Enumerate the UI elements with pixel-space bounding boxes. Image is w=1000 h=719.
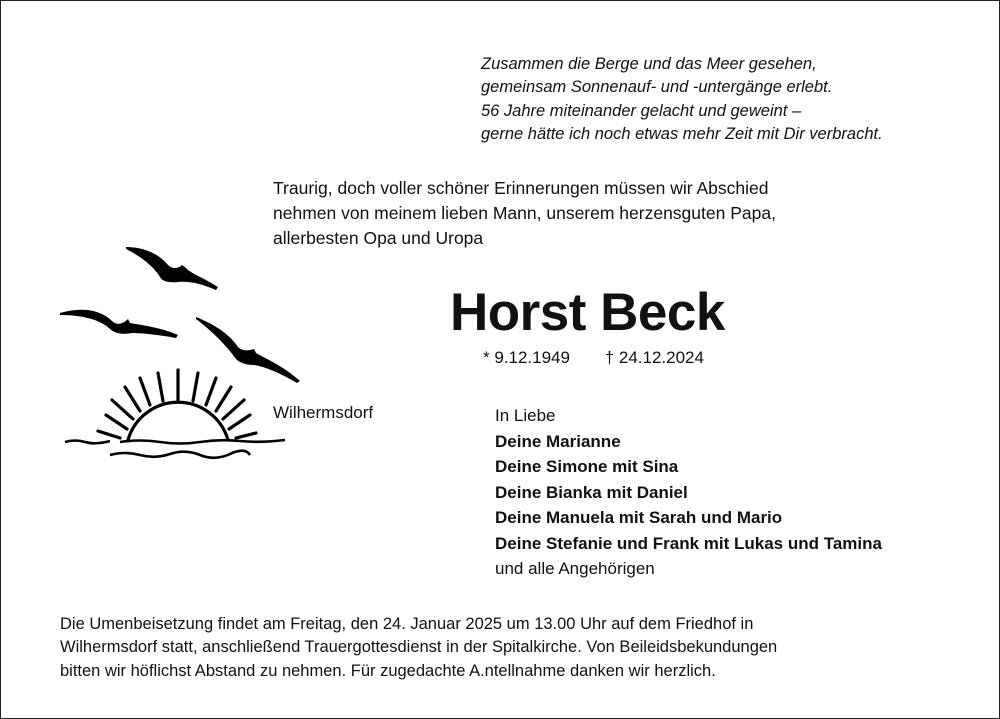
place: Wilhermsdorf [273, 403, 374, 422]
poem-line: gemeinsam Sonnenauf- und -untergänge erlebt. [481, 78, 833, 97]
intro-line: nehmen von meinem lieben Mann, unserem herzensguten Papa, [273, 203, 776, 223]
birth-date: * 9.12.1949 [483, 348, 570, 367]
life-dates [483, 348, 734, 368]
intro-line: allerbesten Opa und Uropa [273, 228, 484, 248]
poem-line: gerne hätte ich noch etwas mehr Zeit mit Dir verbracht. [481, 124, 883, 143]
intro-line: Traurig, doch voller schöner Erinnerungen müssen wir Abschied [273, 178, 769, 198]
birds-icon [60, 247, 300, 383]
mourner: Deine Bianka mit Daniel [495, 482, 688, 502]
mourner: Deine Simone mit Sina [495, 457, 679, 476]
mourner: Deine Marianne [495, 431, 621, 451]
poem-line: 56 Jahre miteinander gelacht und geweint – [481, 101, 802, 120]
waves-icon [65, 440, 285, 458]
mourners-list [495, 403, 882, 582]
funeral-info-line: bitten wir höflichst Abstand zu nehmen. Für zugedachte A.ntellnahme danken wir herzlich. [60, 661, 716, 680]
mourners-opening: In Liebe [495, 406, 556, 425]
poem-line: Zusammen die Berge und das Meer gesehen, [481, 55, 817, 73]
birds-sunset-illustration [50, 235, 310, 465]
funeral-info [60, 613, 777, 683]
death-date: † 24.12.2024 [604, 348, 704, 367]
mourners-closing: und alle Angehörigen [495, 559, 655, 578]
funeral-info-line: Wilhermsdorf statt, anschließend Trauergottesdienst in der Spitalkirche. Von Beileidsbekundungen [60, 638, 778, 657]
poem [481, 53, 883, 146]
deceased-name: Horst Beck [450, 283, 725, 342]
mourner: Deine Manuela mit Sarah und Mario [495, 508, 783, 527]
intro-text [273, 176, 776, 251]
mourner: Deine Stefanie und Frank mit Lukas und Tamina [495, 533, 882, 553]
funeral-info-line: Die Umenbeisetzung findet am Freitag, den 24. Januar 2025 um 13.00 Uhr auf dem Friedhof in [60, 615, 754, 633]
sun-icon [98, 370, 256, 440]
